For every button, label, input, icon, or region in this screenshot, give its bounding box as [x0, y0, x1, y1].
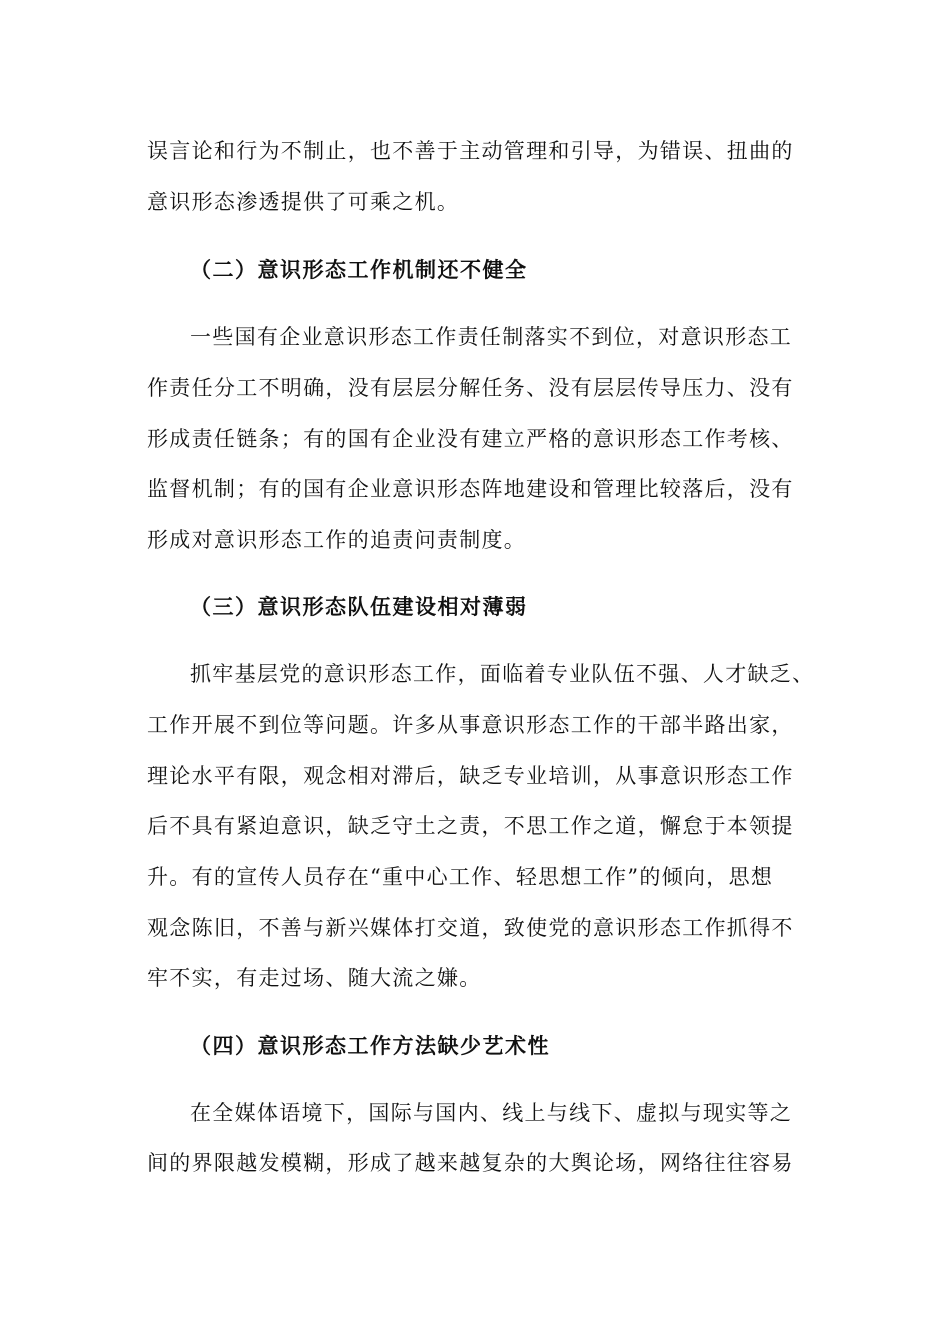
paragraph-line: 后不具有紧迫意识，缺乏守土之责，不思工作之道，懈怠于本领提 [147, 814, 794, 838]
section-heading: （四）意识形态工作方法缺少艺术性 [190, 1033, 550, 1058]
paragraph-line: 牢不实，有走过场、随大流之嫌。 [147, 966, 482, 990]
paragraph-line: 误言论和行为不制止，也不善于主动管理和引导，为错误、扭曲的 [147, 139, 794, 163]
paragraph-line: 抓牢基层党的意识形态工作，面临着专业队伍不强、人才缺乏、 [190, 662, 815, 686]
section-heading: （二）意识形态工作机制还不健全 [190, 257, 528, 282]
paragraph-line: 在全媒体语境下，国际与国内、线上与线下、虚拟与现实等之 [190, 1101, 793, 1125]
paragraph-line: 升。有的宣传人员存在“重中心工作、轻思想工作”的倾向，思想 [147, 865, 774, 889]
paragraph-line: 形成责任链条；有的国有企业没有建立严格的意识形态工作考核、 [147, 427, 794, 451]
paragraph-line: 间的界限越发模糊，形成了越来越复杂的大舆论场，网络往往容易 [147, 1151, 794, 1175]
paragraph-line: 一些国有企业意识形态工作责任制落实不到位，对意识形态工 [190, 325, 793, 349]
paragraph-line: 意识形态渗透提供了可乘之机。 [147, 190, 460, 214]
section-heading: （三）意识形态队伍建设相对薄弱 [190, 594, 528, 619]
paragraph-line: 作责任分工不明确，没有层层分解任务、没有层层传导压力、没有 [147, 376, 794, 400]
paragraph-line: 观念陈旧，不善与新兴媒体打交道，致使党的意识形态工作抓得不 [147, 916, 794, 940]
paragraph-line: 监督机制；有的国有企业意识形态阵地建设和管理比较落后，没有 [147, 477, 794, 501]
paragraph-line: 工作开展不到位等问题。许多从事意识形态工作的干部半路出家， [147, 713, 794, 737]
paragraph-line: 理论水平有限，观念相对滞后，缺乏专业培训，从事意识形态工作 [147, 764, 794, 788]
paragraph-line: 形成对意识形态工作的追责问责制度。 [147, 528, 527, 552]
